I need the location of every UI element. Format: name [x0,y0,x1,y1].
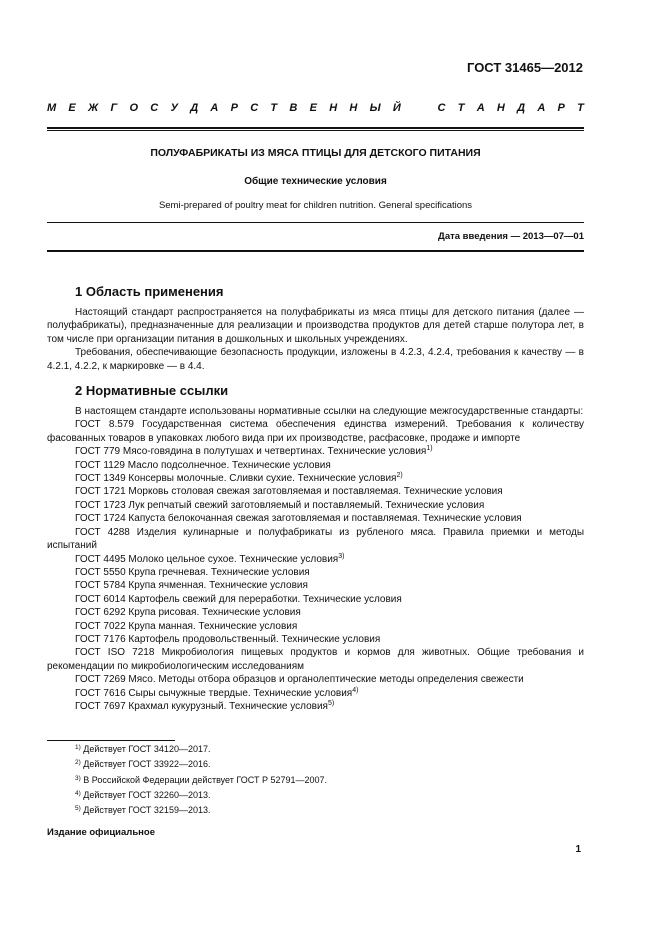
document-body [47,284,584,713]
banner-letter: Т [577,102,584,114]
reference-item [47,606,584,619]
banner-letter: О [129,102,139,114]
banner-letter: Д [190,102,199,114]
reference-text: ГОСТ 779 Мясо-говядина в полутушах и четвертинах. Технические условия [75,446,427,458]
reference-text: ГОСТ 1349 Консервы молочные. Сливки сухие. Технические условия [75,473,397,485]
reference-text: ГОСТ 6014 Картофель свежий для переработки. Технические условия [75,593,402,605]
reference-item [47,459,584,472]
banner-letter: Р [230,102,238,114]
footnote-divider [47,740,175,741]
reference-text: ГОСТ 7022 Крупа манная. Технические условия [75,620,298,632]
reference-text: ГОСТ 8.579 Государственная система обеспечения единства измерений. Требования к количеству фасованных товаров в упаковках любого вида при их производстве, расфасовке, продаже и импорте [47,419,584,444]
reference-item [47,512,584,525]
footnote-mark: 2) [75,759,81,767]
reference-item [47,472,584,485]
reference-item [47,418,584,445]
banner-letter: Т [270,102,278,114]
footnote [75,757,327,772]
reference-item [47,673,584,686]
footnote-ref: 5) [327,699,335,707]
reference-text: ГОСТ 1129 Масло подсолнечное. Технические условия [75,459,331,471]
banner-letter: Н [329,102,338,114]
banner-letter: Е [68,102,76,114]
banner-letter: Г [110,102,118,114]
footnote-text: Действует ГОСТ 32260—2013. [83,789,211,800]
banner-letter: Т [457,102,465,114]
reference-item [47,700,584,713]
reference-text: ГОСТ 5784 Крупа ячменная. Технические условия [75,580,308,592]
reference-text: ГОСТ 7269 Мясо. Методы отбора образцов и органолептические методы определения свежести [75,674,524,686]
reference-text: ГОСТ 7176 Картофель продовольственный. Технические условия [75,633,381,645]
footnote-mark: 5) [75,805,81,813]
reference-text: ГОСТ 6292 Крупа рисовая. Технические условия [75,607,301,619]
banner-letter: Е [309,102,317,114]
banner-letter: Д [517,102,526,114]
reference-item [47,633,584,646]
footnote-text: Действует ГОСТ 33922—2016. [83,759,211,770]
reference-item [47,499,584,512]
footnote-mark: 3) [75,774,81,782]
banner-letter: В [289,102,298,114]
footnote-ref: 2) [396,472,403,480]
title-divider [47,222,584,223]
reference-item [47,646,584,673]
banner-letter: С [150,102,159,114]
reference-item [47,526,584,553]
reference-item [47,579,584,592]
document-subtitle: Общие технические условия [244,176,387,187]
footnote-ref: 3) [338,552,345,560]
section-heading-normative-references: 2 Нормативные ссылки [75,383,229,399]
footnote [75,803,327,818]
official-edition-label: Издание официальное [47,827,155,838]
banner-letter: Н [349,102,358,114]
reference-item [47,553,584,566]
banner-letter: А [476,102,485,114]
reference-item [47,620,584,633]
interstate-standard-banner [47,102,584,114]
footnote-mark: 1) [75,744,81,751]
reference-item [47,566,584,579]
introduction-date: Дата введения — 2013—07—01 [438,231,584,242]
reference-text: ГОСТ 7616 Сыры сычужные твердые. Технические условия [75,687,353,699]
banner-letter: Н [496,102,505,114]
footnote-ref: 4) [352,686,359,694]
english-title: Semi-prepared of poultry meat for children nutrition. General specifications [158,200,473,211]
banner-letter: Ы [369,102,381,114]
header-divider [47,127,584,129]
footnote [75,742,327,757]
footnote-ref: 1) [426,445,433,453]
paragraph: В настоящем стандарте использованы нормативные ссылки на следующие межгосударственные стандарты: [75,406,584,418]
banner-letter: А [210,102,219,114]
paragraph: Настоящий стандарт распространяется на полуфабрикаты из мяса птицы для детского питания (далее — полуфабрикаты), предназначенные для реализации и производства продуктов для детей старше полутора лет, в том числе при организации питания в дошкольных и школьных учреждениях. [47,307,584,345]
reference-text: ГОСТ ISO 7218 Микробиология пищевых продуктов и кормов для животных. Общие требования и рекомендации по микробиологическим исследованиям [47,647,584,672]
reference-item [47,593,584,606]
banner-letter: С [437,102,446,114]
reference-text: ГОСТ 1724 Капуста белокочанная свежая заготовляемая и поставляемая. Технические условия [75,513,522,525]
page-number: 1 [575,844,581,855]
footnote-mark: 4) [75,789,81,797]
document-title: ПОЛУФАБРИКАТЫ ИЗ МЯСА ПТИЦЫ ДЛЯ ДЕТСКОГО ПИТАНИЯ [150,147,481,159]
reference-text: ГОСТ 4288 Изделия кулинарные и полуфабрикаты из рубленого мяса. Правила приемки и методы испытаний [47,526,584,552]
banner-letter: Ж [88,102,99,114]
footnotes [75,742,327,818]
reference-item [47,445,584,458]
reference-text: ГОСТ 4495 Молоко цельное сухое. Технические условия [75,553,339,565]
banner-letter: А [537,102,546,114]
reference-text: ГОСТ 1723 Лук репчатый свежий заготовляемый и поставляемый. Технические условия [75,499,485,511]
reference-text: ГОСТ 1721 Морковь столовая свежая заготовляемая и поставляемая. Технические условия [75,486,503,498]
gost-number: ГОСТ 31465—2012 [467,60,583,75]
header-divider [47,130,584,131]
banner-letter: Й [392,102,401,114]
footnote [75,773,327,788]
banner-letter: М [47,102,57,114]
footnote-text: Действует ГОСТ 34120—2017. [83,744,211,754]
reference-text: ГОСТ 7697 Крахмал кукурузный. Технические условия [75,700,328,712]
reference-item [47,687,584,700]
paragraph: Требования, обеспечивающие безопасность продукции, изложены в 4.2.3, 4.2.4, требования к качеству — в 4.2.1, 4.2.2, к маркировке — в 4.4. [47,347,584,372]
footnote [75,788,327,803]
section-heading-scope: 1 Область применения [75,284,224,299]
banner-letter: Р [557,102,565,114]
date-divider [47,250,584,252]
footnote-text: В Российской Федерации действует ГОСТ Р 52791—2007. [83,774,328,785]
banner-letter: У [170,102,178,114]
reference-text: ГОСТ 5550 Крупа гречневая. Технические условия [75,566,310,578]
footnote-text: Действует ГОСТ 32159—2013. [83,805,211,816]
reference-item [47,485,584,498]
banner-letter: С [250,102,259,114]
